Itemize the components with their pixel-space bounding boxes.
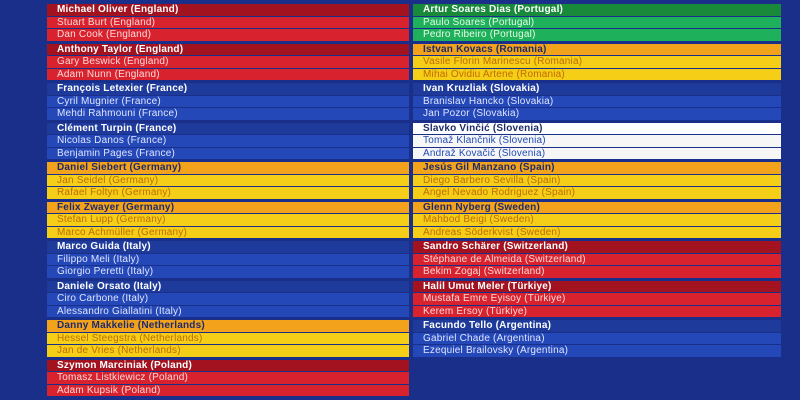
assistant-referee: Mustafa Emre Eyisoy (Türkiye) [413, 293, 781, 305]
head-referee: Danny Makkelie (Netherlands) [47, 320, 409, 332]
assistant-referee: Rafael Foltyn (Germany) [47, 187, 409, 199]
assistant-referee: Cyril Mugnier (France) [47, 96, 409, 108]
assistant-referee: Andreas Söderkvist (Sweden) [413, 227, 781, 239]
assistant-referee: Gary Beswick (England) [47, 56, 409, 68]
assistant-referee: Ezequiel Brailovsky (Argentina) [413, 345, 781, 357]
assistant-referee: Ángel Nevado Rodriguez (Spain) [413, 187, 781, 199]
assistant-referee: Mahbod Beigi (Sweden) [413, 214, 781, 226]
head-referee: Daniele Orsato (Italy) [47, 281, 409, 293]
referee-team [47, 4, 409, 41]
assistant-referee: Tomaž Klančnik (Slovenia) [413, 135, 781, 147]
referee-team [47, 241, 409, 278]
referee-team [413, 320, 781, 357]
assistant-referee: Jan Seidel (Germany) [47, 175, 409, 187]
referee-team [47, 44, 409, 81]
assistant-referee: Filippo Meli (Italy) [47, 254, 409, 266]
assistant-referee: Tomasz Listkiewicz (Poland) [47, 372, 409, 384]
assistant-referee: Stéphane de Almeida (Switzerland) [413, 254, 781, 266]
head-referee: François Letexier (France) [47, 83, 409, 95]
assistant-referee: Gabriel Chade (Argentina) [413, 333, 781, 345]
referee-team [413, 162, 781, 199]
referee-team [47, 202, 409, 239]
referee-team [413, 4, 781, 41]
head-referee: Felix Zwayer (Germany) [47, 202, 409, 214]
assistant-referee: Giorgio Peretti (Italy) [47, 266, 409, 278]
referee-team [47, 162, 409, 199]
head-referee: Sandro Schärer (Switzerland) [413, 241, 781, 253]
assistant-referee: Kerem Ersoy (Türkiye) [413, 306, 781, 318]
referee-team [47, 83, 409, 120]
assistant-referee: Diego Barbero Sevilla (Spain) [413, 175, 781, 187]
assistant-referee: Branislav Hancko (Slovakia) [413, 96, 781, 108]
head-referee: Glenn Nyberg (Sweden) [413, 202, 781, 214]
referee-team [413, 83, 781, 120]
assistant-referee: Benjamin Pages (France) [47, 148, 409, 160]
head-referee: Jesús Gil Manzano (Spain) [413, 162, 781, 174]
assistant-referee: Paulo Soares (Portugal) [413, 17, 781, 29]
assistant-referee: Stefan Lupp (Germany) [47, 214, 409, 226]
head-referee: Szymon Marciniak (Poland) [47, 360, 409, 372]
head-referee: Daniel Siebert (Germany) [47, 162, 409, 174]
assistant-referee: Adam Nunn (England) [47, 69, 409, 81]
assistant-referee: Mihai Ovidiu Artene (Romania) [413, 69, 781, 81]
referee-team [413, 202, 781, 239]
head-referee: Slavko Vinčić (Slovenia) [413, 123, 781, 135]
head-referee: Anthony Taylor (England) [47, 44, 409, 56]
assistant-referee: Dan Cook (England) [47, 29, 409, 41]
right-column [413, 4, 781, 360]
referee-team [413, 44, 781, 81]
head-referee: Marco Guida (Italy) [47, 241, 409, 253]
head-referee: Artur Soares Dias (Portugal) [413, 4, 781, 16]
referee-team [47, 281, 409, 318]
assistant-referee: Vasile Florin Marinescu (Romania) [413, 56, 781, 68]
referee-team [47, 123, 409, 160]
left-column [47, 4, 409, 399]
referee-team [413, 241, 781, 278]
assistant-referee: Marco Achmüller (Germany) [47, 227, 409, 239]
referee-team [413, 123, 781, 160]
assistant-referee: Adam Kupsik (Poland) [47, 385, 409, 397]
head-referee: Ivan Kruzliak (Slovakia) [413, 83, 781, 95]
head-referee: Facundo Tello (Argentina) [413, 320, 781, 332]
assistant-referee: Mehdi Rahmouni (France) [47, 108, 409, 120]
referee-team [413, 281, 781, 318]
assistant-referee: Andraž Kovačič (Slovenia) [413, 148, 781, 160]
assistant-referee: Alessandro Giallatini (Italy) [47, 306, 409, 318]
assistant-referee: Hessel Steegstra (Netherlands) [47, 333, 409, 345]
assistant-referee: Stuart Burt (England) [47, 17, 409, 29]
referee-team [47, 360, 409, 397]
head-referee: Michael Oliver (England) [47, 4, 409, 16]
assistant-referee: Jan de Vries (Netherlands) [47, 345, 409, 357]
assistant-referee: Pedro Ribeiro (Portugal) [413, 29, 781, 41]
head-referee: Halil Umut Meler (Türkiye) [413, 281, 781, 293]
assistant-referee: Bekim Zogaj (Switzerland) [413, 266, 781, 278]
head-referee: Clément Turpin (France) [47, 123, 409, 135]
head-referee: Istvan Kovacs (Romania) [413, 44, 781, 56]
assistant-referee: Nicolas Danos (France) [47, 135, 409, 147]
referee-team [47, 320, 409, 357]
assistant-referee: Jan Pozor (Slovakia) [413, 108, 781, 120]
assistant-referee: Ciro Carbone (Italy) [47, 293, 409, 305]
